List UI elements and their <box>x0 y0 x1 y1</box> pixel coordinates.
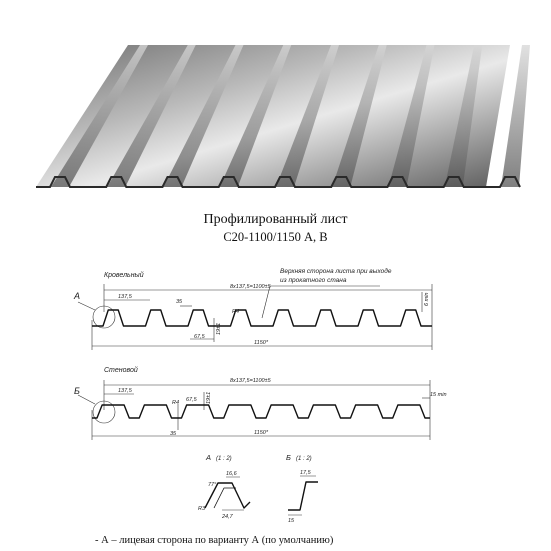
detail-a-label: А <box>206 453 212 462</box>
wall-detail-marker: Б <box>74 386 80 396</box>
roof-pitch: 137,5 <box>118 294 132 300</box>
roof-profile-label: Кровельный <box>104 272 144 279</box>
roof-bottom-width: 67,5 <box>194 334 205 340</box>
footnote: - А – лицевая сторона по варианту А (по умолчанию) <box>95 535 334 546</box>
detail-b-scale: (1 : 2) <box>296 456 312 462</box>
roof-pitch-total: 8x137,5=1100±5 <box>230 284 271 290</box>
wall-bottom-width: 35 <box>170 431 177 437</box>
wall-profile-label: Стеновой <box>104 367 138 374</box>
roof-radius: R4 <box>232 309 240 315</box>
wall-top-width: 67,5 <box>186 397 197 403</box>
roof-top-width: 35 <box>176 299 183 305</box>
wall-radius: R4 <box>172 400 180 406</box>
detail-b-top: 17,5 <box>300 470 311 476</box>
product-code: С20-1100/1150 А, В <box>223 230 328 244</box>
detail-a-scale: (1 : 2) <box>216 456 232 462</box>
wall-pitch-total: 8x137,5=1100±5 <box>230 378 271 384</box>
detail-a-top: 16,6 <box>226 471 237 477</box>
detail-a-angle: 77° <box>208 482 217 488</box>
wall-pitch: 137,5 <box>118 388 132 394</box>
detail-b-profile <box>288 482 318 510</box>
wall-height: 19±1 <box>206 391 212 404</box>
roof-note-line1: Верхняя сторона листа при выходе <box>280 268 392 275</box>
detail-a-bottom: 24,7 <box>222 514 233 520</box>
wall-edge: 15 min <box>430 392 447 398</box>
roof-detail-marker: А <box>74 291 81 301</box>
detail-b-label: Б <box>286 453 291 462</box>
detail-b-bottom: 15 <box>288 518 295 524</box>
wall-profile-line <box>92 405 430 418</box>
detail-a-profile-inner <box>214 488 236 508</box>
wall-total-width: 1150* <box>254 430 268 436</box>
roof-total-width: 1150* <box>254 340 268 346</box>
roof-note-line2: из прокатного стана <box>280 277 347 284</box>
roof-edge: 6 min <box>424 292 430 306</box>
roof-height: 19±1 <box>216 322 222 335</box>
page-title: Профилированный лист <box>203 212 348 227</box>
detail-a-radius: R3 <box>198 506 206 512</box>
